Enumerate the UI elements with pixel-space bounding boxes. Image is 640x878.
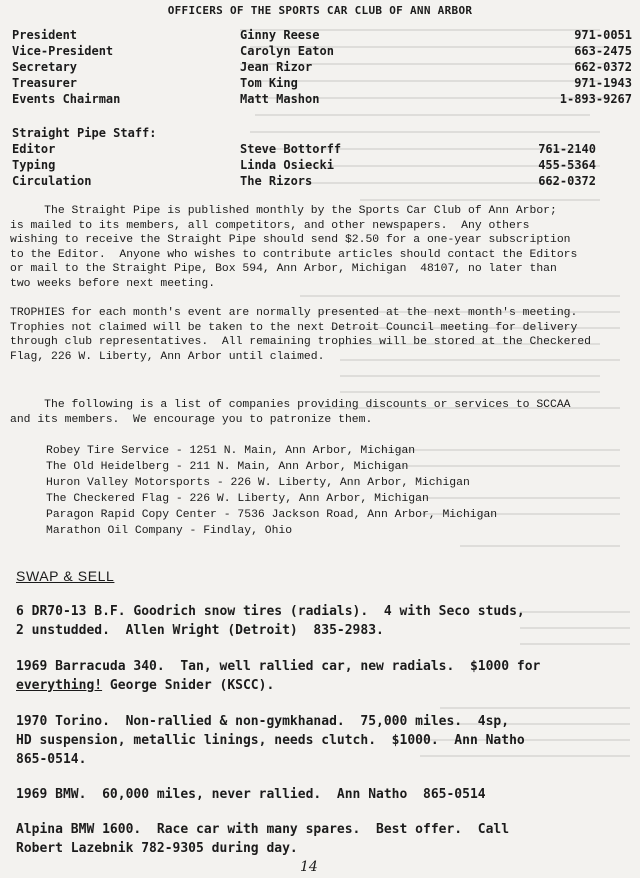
officer-role: Secretary — [12, 60, 78, 74]
ad-barracuda — [16, 657, 636, 695]
company-list-item: The Checkered Flag - 226 W. Liberty, Ann Arbor, Michigan — [46, 493, 429, 505]
officer-name: Matt Mashon — [240, 92, 320, 106]
officer-role: Events Chairman — [12, 92, 121, 106]
staff-phone: 662-0372 — [538, 174, 596, 188]
officer-name: Jean Rizor — [240, 60, 313, 74]
staff-row — [12, 158, 632, 174]
officer-phone: 971-1943 — [574, 76, 632, 90]
ad-barracuda-line1: 1969 Barracuda 340. Tan, well rallied car, new radials. $1000 for — [16, 659, 541, 674]
company-list-item: Robey Tire Service - 1251 N. Main, Ann Arbor, Michigan — [46, 445, 416, 457]
ad-alpina-bmw: Alpina BMW 1600. Race car with many spares. Best offer. Call Robert Lazebnik 782-9305 during day. — [16, 822, 510, 856]
staff-role: Typing — [12, 158, 56, 172]
officer-row — [12, 76, 632, 92]
ad-barracuda-rest: George Snider (KSCC). — [102, 678, 275, 693]
discounts-paragraph: The following is a list of companies providing discounts or services to SCCAA and its members. We encourage you to patronize them. — [10, 399, 571, 426]
swap-sell-heading: SWAP & SELL — [16, 568, 115, 584]
staff-row — [12, 142, 632, 158]
staff-role: Editor — [12, 142, 56, 156]
officer-role: Treasurer — [12, 76, 78, 90]
ad-snow-tires: 6 DR70-13 B.F. Goodrich snow tires (radials). 4 with Seco studs, 2 unstudded. Allen Wright (Detroit) 835-2983. — [16, 604, 525, 638]
officer-name: Ginny Reese — [240, 28, 320, 42]
company-list-item: The Old Heidelberg - 211 N. Main, Ann Arbor, Michigan — [46, 461, 409, 473]
company-list-item: Marathon Oil Company - Findlay, Ohio — [46, 525, 293, 537]
ad-barracuda-underlined: everything! — [16, 678, 103, 693]
trophies-paragraph: TROPHIES for each month's event are normally presented at the next month's meeting. Trophies not claimed will be taken to the next Detroit Council meeting for delivery through club representatives. All remaining trophies will be stored at the Checkered Flag, 226 W. Liberty, Ann Arbor until claimed. — [10, 307, 592, 363]
company-list-item: Paragon Rapid Copy Center - 7536 Jackson Road, Ann Arbor, Michigan — [46, 509, 498, 521]
staff-phone: 455-5364 — [538, 158, 596, 172]
ad-torino: 1970 Torino. Non-rallied & non-gymkhanad. 75,000 miles. 4sp, HD suspension, metallic linings, needs clutch. $1000. Ann Natho 865-0514. — [16, 714, 525, 767]
officer-role: Vice-President — [12, 44, 114, 58]
staff-name: Steve Bottorff — [240, 142, 342, 156]
officer-phone: 1-893-9267 — [559, 92, 632, 106]
company-list-item: Huron Valley Motorsports - 226 W. Liberty, Ann Arbor, Michigan — [46, 477, 470, 489]
officers-heading: OFFICERS OF THE SPORTS CAR CLUB OF ANN ARBOR — [167, 4, 473, 17]
officer-row — [12, 60, 632, 76]
officer-phone: 662-0372 — [574, 60, 632, 74]
officer-role: President — [12, 28, 78, 42]
officer-phone: 663-2475 — [574, 44, 632, 58]
staff-name: The Rizors — [240, 174, 313, 188]
officer-name: Carolyn Eaton — [240, 44, 334, 58]
staff-phone: 761-2140 — [538, 142, 596, 156]
staff-name: Linda Osiecki — [240, 158, 334, 172]
page-number: 14 — [300, 859, 318, 875]
officer-row — [12, 28, 632, 44]
officer-name: Tom King — [240, 76, 298, 90]
staff-role: Circulation — [12, 174, 92, 188]
ad-bmw-1969: 1969 BMW. 60,000 miles, never rallied. Ann Natho 865-0514 — [16, 787, 486, 802]
staff-row — [12, 174, 632, 190]
officer-row — [12, 44, 632, 60]
officer-phone: 971-0051 — [574, 28, 632, 42]
staff-title: Straight Pipe Staff: — [12, 126, 157, 140]
officer-row — [12, 92, 632, 108]
publication-paragraph: The Straight Pipe is published monthly by the Sports Car Club of Ann Arbor; is mailed to its members, all competitors, and other newspapers. Any others wishing to receive the Straight Pipe should send $2.50 for a one-year subscription to the Editor. Anyone who wishes to contribute articles should contact the Editors or mail to the Straight Pipe, Box 594, Ann Arbor, Michigan 48107, no later than two weeks before next meeting. — [10, 205, 578, 290]
